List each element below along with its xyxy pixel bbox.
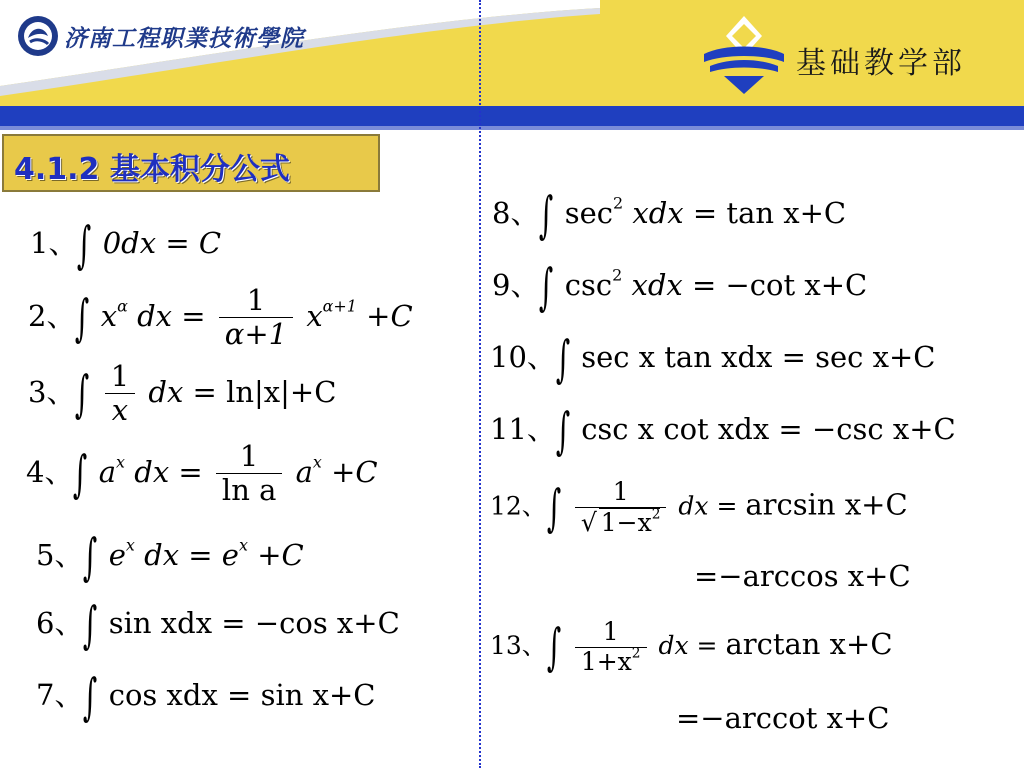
fraction: $\frac{1}{\text{ln a}}$	[216, 440, 282, 508]
fraction: $\frac{1}{\alpha+1}$	[219, 284, 293, 352]
integral-sign-icon: ∫	[83, 596, 98, 654]
formula-5: 5、∫ $e^x$ dx = $e^x +C$	[36, 528, 304, 586]
section-title: 4.1.2 基本积分公式	[14, 152, 290, 187]
integral-sign-icon: ∫	[77, 216, 92, 274]
integral-sign-icon: ∫	[83, 668, 98, 726]
integral-sign-icon: ∫	[555, 330, 571, 388]
integral-sign-icon: ∫	[83, 528, 98, 586]
formula-9: 9、∫ $\csc^2$ xdx = −cot x+C	[492, 258, 868, 316]
section-title-box	[2, 134, 380, 192]
formula-7: 7、∫ cos xdx = sin x+C	[36, 668, 376, 726]
integral-sign-icon: ∫	[546, 478, 562, 537]
fraction: $\frac{1}{√ 1-x^2}$	[575, 478, 667, 538]
department-name: 基础教学部	[796, 46, 966, 81]
integral-sign-icon: ∫	[546, 618, 562, 677]
formula-1: 1、∫ 0dx = C	[30, 216, 222, 274]
formula-6: 6、∫ sin xdx = −cos x+C	[36, 596, 400, 654]
formula-13: 13、∫ $\frac{1}{1+x^2}$ dx = arctan x+C	[490, 617, 893, 677]
formula-3: 3、∫ $\frac{1}{x}$ dx = ln|x|+C	[28, 359, 337, 428]
formula-8: 8、∫ $\sec^2$ xdx = tan x+C	[492, 186, 847, 244]
department-logo-icon	[700, 14, 788, 96]
formula-10: 10、∫ sec x tan xdx = sec x+C	[490, 330, 936, 388]
integral-sign-icon: ∫	[75, 364, 90, 423]
formula-12-alternate: =−arccos x+C	[694, 559, 911, 593]
formula-2: 2、∫ $x^\alpha$ dx = $\frac{1}{\alpha+1}$ $x^{\alpha+1} +C$	[28, 283, 413, 352]
fraction: $\frac{1}{x}$	[105, 360, 135, 428]
formula-12: 12、∫ $\frac{1}{√ 1-x^2}$ dx = arcsin x+C	[490, 477, 908, 537]
formula-4: 4、∫ $a^x$ dx = $\frac{1}{\text{ln a}}$ $a^x +C$	[26, 439, 378, 508]
integral-sign-icon: ∫	[555, 402, 571, 460]
formula-13-alternate: =−arccot x+C	[676, 701, 890, 735]
fraction: $\frac{1}{1+x^2}$	[575, 618, 647, 677]
integral-sign-icon: ∫	[539, 258, 554, 316]
integral-sign-icon: ∫	[75, 288, 90, 347]
integral-sign-icon: ∫	[539, 186, 554, 244]
column-divider	[479, 0, 481, 768]
integral-sign-icon: ∫	[73, 444, 88, 503]
formula-11: 11、∫ csc x cot xdx = −csc x+C	[490, 402, 956, 460]
slide-header	[0, 0, 1024, 132]
school-name: 济南工程职業技術學院	[64, 25, 304, 52]
square-root-icon: √	[580, 507, 597, 537]
school-logo-icon	[16, 14, 60, 58]
